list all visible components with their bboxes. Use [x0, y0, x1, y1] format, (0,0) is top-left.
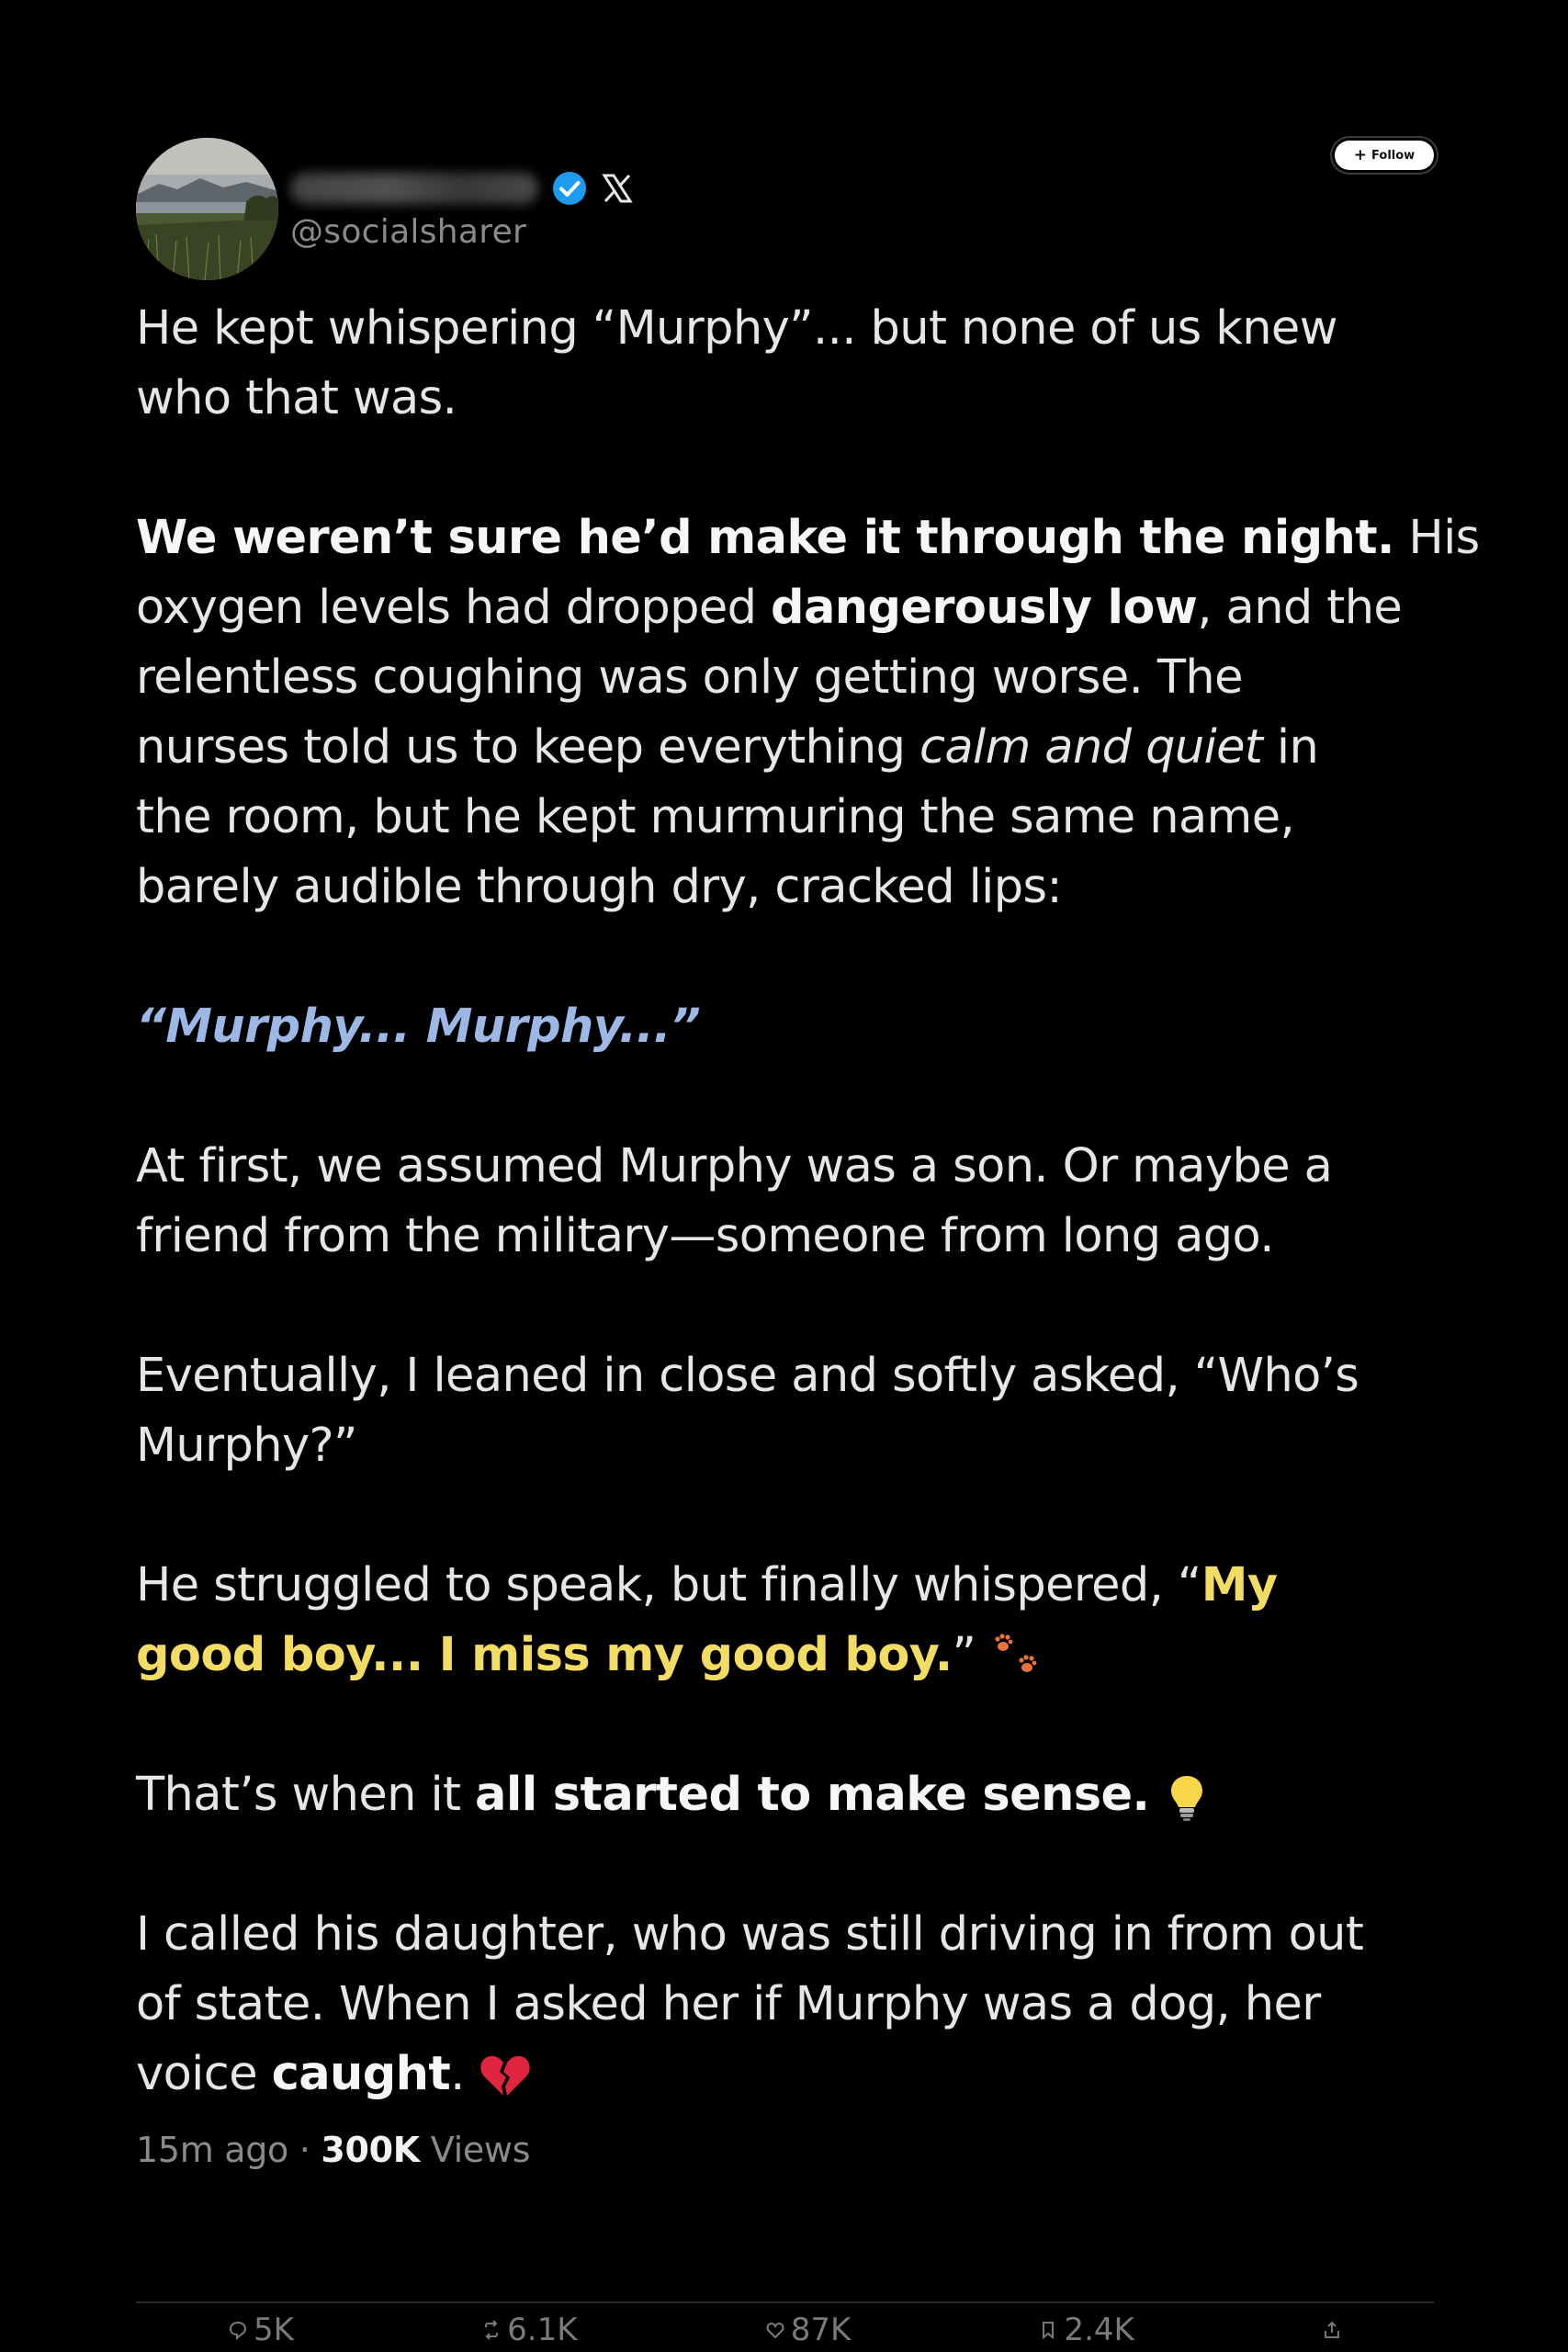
repost-button[interactable]	[481, 2312, 577, 2348]
light-bulb-icon	[1164, 1770, 1210, 1824]
highlighted-quote: “Murphy... Murphy...”	[136, 1000, 701, 1054]
bookmark-icon	[1038, 2320, 1058, 2340]
views-count: 300K	[321, 2130, 420, 2170]
text: voice	[136, 2047, 272, 2101]
paragraph-5-line-2: Murphy?”	[136, 1419, 357, 1473]
paragraph-gap	[136, 1690, 1434, 1760]
paragraph-1-line-1: He kept whispering “Murphy”... but none of us knew	[136, 301, 1337, 356]
paragraph-2-line-2	[136, 573, 1434, 643]
paragraph-5-line-1: Eventually, I leaned in close and softly asked, “Who’s	[136, 1349, 1359, 1403]
paragraph-gap	[136, 922, 1434, 992]
text: He struggled to speak, but finally whispered, “	[136, 1558, 1201, 1612]
text: His	[1393, 511, 1480, 565]
x-logo-icon	[601, 172, 634, 205]
paragraph-gap	[136, 1062, 1434, 1132]
bookmark-count: 2.4K	[1064, 2312, 1134, 2348]
share-icon	[1322, 2320, 1342, 2340]
like-count: 87K	[790, 2312, 852, 2348]
author-handle[interactable]: @socialsharer	[290, 213, 527, 251]
avatar-landscape-image	[136, 138, 278, 280]
bold-text: caught	[271, 2047, 451, 2101]
bold-text: We weren’t sure he’d make it through the night.	[136, 511, 1394, 565]
paragraph-gap	[136, 1481, 1434, 1551]
paragraph-7	[136, 1760, 1434, 1830]
paragraph-2-line-6: barely audible through dry, cracked lips:	[136, 860, 1063, 914]
author-name-row	[290, 165, 634, 211]
text: That’s when it	[136, 1768, 476, 1822]
text: ”	[952, 1628, 976, 1682]
paragraph-6-line-1	[136, 1551, 1434, 1621]
text: , and the	[1197, 581, 1403, 635]
post-timestamp[interactable]: 15m ago	[136, 2130, 289, 2170]
paw-prints-icon	[990, 1631, 1043, 1684]
paragraph-4-line-2: friend from the military—someone from long ago.	[136, 1209, 1274, 1263]
paragraph-gap	[136, 1830, 1434, 1900]
paragraph-2-line-4	[136, 713, 1434, 783]
paragraph-gap	[136, 1272, 1434, 1341]
reply-icon	[228, 2320, 248, 2340]
italic-text: calm and quiet	[919, 720, 1263, 775]
post-body	[136, 294, 1480, 2109]
share-button[interactable]	[1322, 2320, 1342, 2340]
blurred-display-name[interactable]	[290, 173, 538, 204]
action-bar	[136, 2308, 1434, 2352]
repost-icon	[481, 2320, 502, 2340]
broken-heart-icon	[479, 2052, 532, 2101]
paragraph-gap	[136, 434, 1434, 503]
yellow-highlight: good boy... I miss my good boy.	[136, 1628, 953, 1682]
like-button[interactable]	[765, 2312, 852, 2348]
text: .	[450, 2047, 465, 2101]
paragraph-2-line-1	[136, 503, 1480, 573]
post-meta	[136, 2130, 1434, 2170]
paragraph-4-line-1: At first, we assumed Murphy was a son. Or maybe a	[136, 1139, 1333, 1193]
paragraph-8-line-3	[136, 2040, 1434, 2109]
text: oxygen levels had dropped	[136, 581, 772, 635]
paragraph-8-line-1: I called his daughter, who was still driving in from out	[136, 1907, 1364, 1962]
heart-icon	[765, 2320, 785, 2340]
follow-label: Follow	[1371, 148, 1416, 163]
text: in	[1262, 720, 1319, 775]
post-header	[136, 138, 1434, 294]
avatar[interactable]	[136, 138, 278, 280]
paragraph-1-line-2: who that was.	[136, 371, 457, 425]
paragraph-8-line-2: of state. When I asked her if Murphy was a dog, her	[136, 1977, 1321, 2031]
bold-text: all started to make sense.	[475, 1768, 1150, 1822]
views-label: Views	[419, 2130, 531, 2170]
verified-badge-icon	[551, 170, 588, 207]
reply-count: 5K	[254, 2312, 294, 2348]
repost-count: 6.1K	[507, 2312, 578, 2348]
reply-button[interactable]	[228, 2312, 294, 2348]
yellow-highlight: My	[1201, 1558, 1278, 1612]
text: nurses told us to keep everything	[136, 720, 919, 775]
paragraph-6-line-2	[136, 1621, 1434, 1690]
bookmark-button[interactable]	[1038, 2312, 1134, 2348]
plus-icon: +	[1353, 145, 1368, 164]
paragraph-2-line-5: the room, but he kept murmuring the same name,	[136, 790, 1295, 844]
meta-separator: ·	[288, 2130, 321, 2170]
paragraph-2-line-3: relentless coughing was only getting worse. The	[136, 650, 1243, 705]
bold-text: dangerously low	[771, 581, 1198, 635]
follow-button[interactable]	[1335, 141, 1434, 170]
post	[136, 138, 1480, 2170]
actions-divider	[136, 2301, 1434, 2303]
